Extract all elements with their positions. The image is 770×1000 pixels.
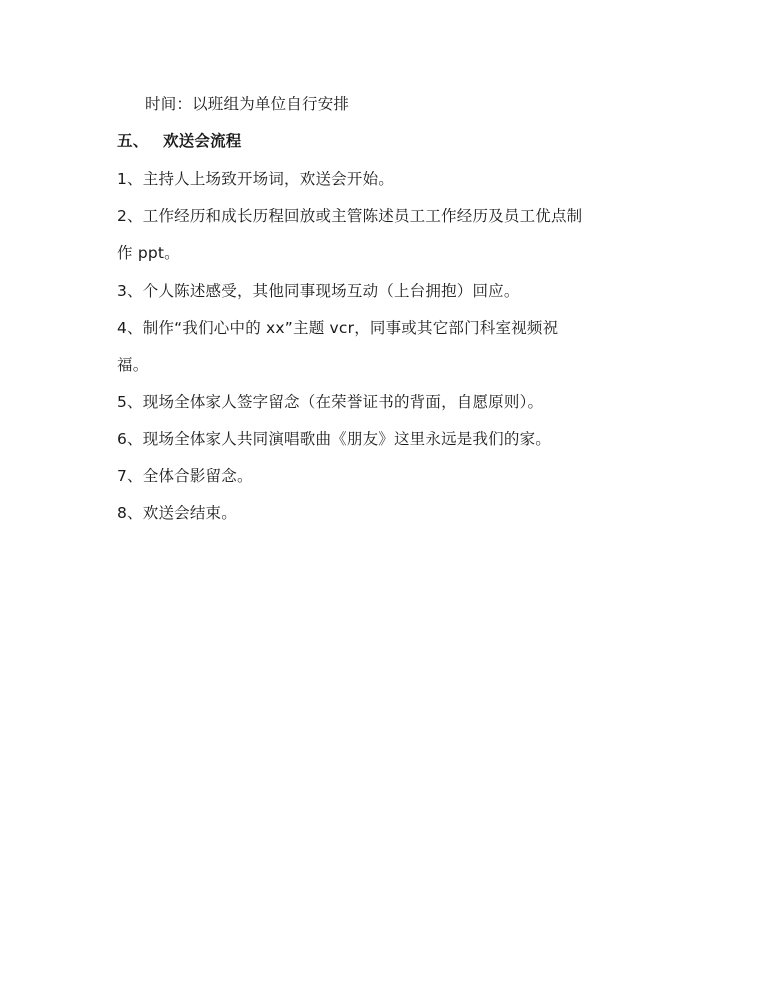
section-heading <box>117 131 242 151</box>
section-title: 欢送会流程 <box>163 132 242 150</box>
list-item-2-cont: 作 ppt。 <box>117 244 180 262</box>
list-item-4-cont: 福。 <box>117 356 149 374</box>
list-item-8: 8、欢送会结束。 <box>117 504 237 522</box>
list-item-6: 6、现场全体家人共同演唱歌曲《朋友》这里永远是我们的家。 <box>117 430 551 448</box>
list-item-7: 7、全体合影留念。 <box>117 467 253 485</box>
list-item-4: 4、制作“我们心中的 xx”主题 vcr，同事或其它部门科室视频祝 <box>117 319 559 337</box>
time-line: 时间：以班组为单位自行安排 <box>145 95 350 113</box>
list-item-2: 2、工作经历和成长历程回放或主管陈述员工工作经历及员工优点制 <box>117 207 583 225</box>
list-item-1: 1、主持人上场致开场词，欢送会开始。 <box>117 170 394 188</box>
list-item-3: 3、个人陈述感受，其他同事现场互动（上台拥抱）回应。 <box>117 282 520 300</box>
section-number: 五、 <box>117 132 149 150</box>
list-item-5: 5、现场全体家人签字留念（在荣誉证书的背面，自愿原则）。 <box>117 393 544 411</box>
